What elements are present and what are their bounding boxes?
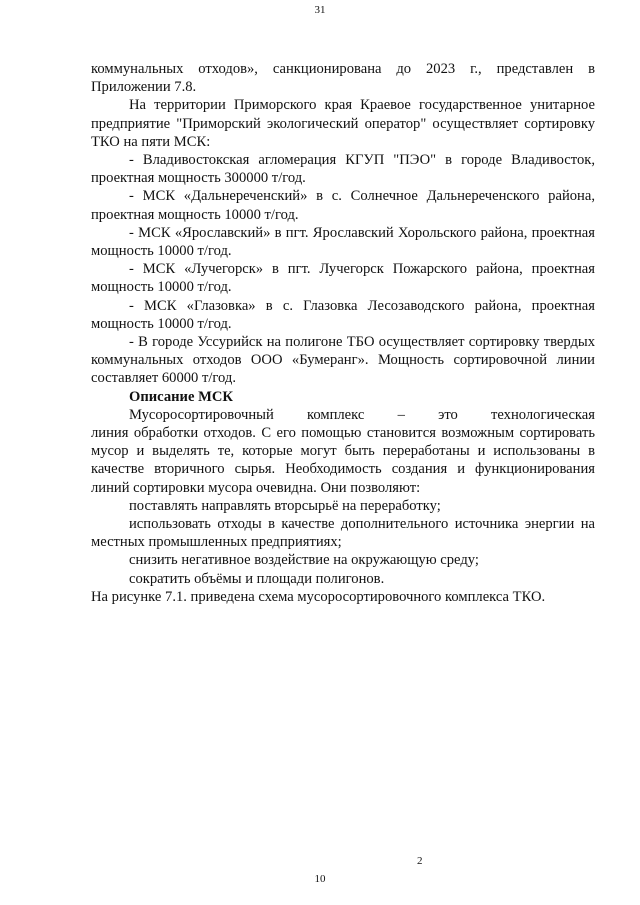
- figure-reference: На рисунке 7.1. приведена схема мусоросортировочного комплекса ТКО.: [91, 588, 546, 605]
- list-item: поставлять направлять вторсырьё на переработку;: [129, 497, 441, 514]
- list-item: снизить негативное воздействие на окружающую среду;: [129, 552, 479, 569]
- page-number-top: 31: [314, 4, 326, 16]
- document-body: [91, 60, 595, 606]
- list-item: - МСК «Дальнереченский» в с. Солнечное Дальнереченского района, проектная мощность 10000 т/год.: [91, 188, 595, 223]
- section-heading: Описание МСК: [129, 388, 233, 405]
- list-item: - В городе Уссурийск на полигоне ТБО осуществляет сортировку твердых коммунальных отходов ООО «Бумеранг». Мощность сортировочной линии составляет 60000 т/год.: [91, 334, 595, 387]
- page-number-inner: 2: [417, 855, 423, 867]
- list-item: - МСК «Ярославский» в пгт. Ярославский Хорольского района, проектная мощность 10000 т/год.: [91, 224, 595, 260]
- list-item: сократить объёмы и площади полигонов.: [129, 570, 385, 587]
- paragraph: коммунальных отходов», санкционирована до 2023 г., представлен в Приложении 7.8.: [91, 61, 595, 96]
- list-item: - МСК «Лучегорск» в пгт. Лучегорск Пожарского района, проектная мощность 10000 т/год.: [91, 261, 595, 296]
- paragraph: линия обработки отходов. С его помощью становится возможным сортировать мусор и выделять те, которые могут быть переработаны и использованы в качестве вторичного сырья. Необходимость создания и функционирования линий сортировки мусора очевидна. Они позволяют:: [91, 425, 595, 496]
- paragraph: Мусоросортировочный комплекс – это технологическая: [129, 406, 595, 423]
- list-item: использовать отходы в качестве дополнительного источника энергии на местных промышленных предприятиях;: [91, 516, 595, 551]
- list-item: - Владивостокская агломерация КГУП "ПЭО" в городе Владивосток, проектная мощность 300000 т/год.: [91, 152, 595, 187]
- page-number-footer: 10: [314, 873, 326, 885]
- paragraph: На территории Приморского края Краевое государственное унитарное предприятие "Приморский экологический оператор" осуществляет сортировку ТКО на пяти МСК:: [91, 97, 595, 150]
- list-item: - МСК «Глазовка» в с. Глазовка Лесозаводского района, проектная мощность 10000 т/год.: [91, 297, 595, 332]
